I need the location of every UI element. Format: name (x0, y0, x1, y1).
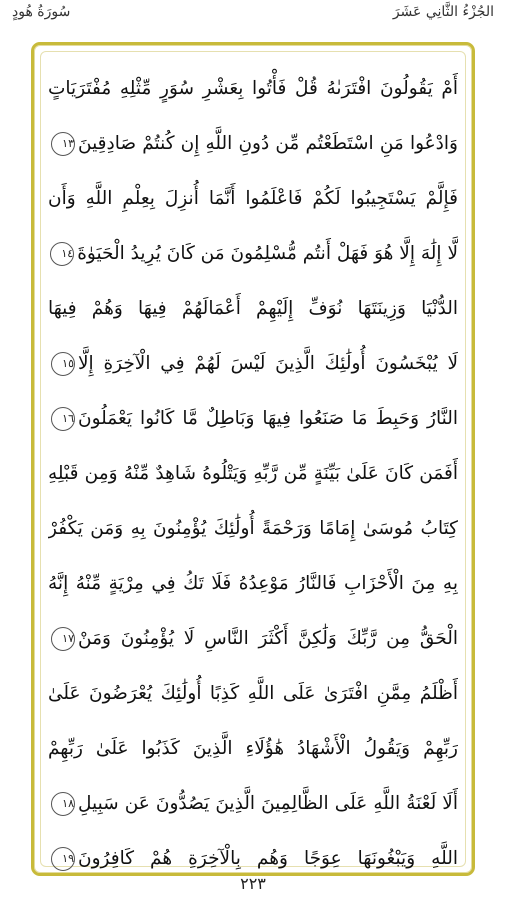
verse-text: لَا يُبْخَسُونَ أُولَٰئِكَ الَّذِينَ لَيْسَ لَهُمْ فِي الْآخِرَةِ إِلَّا (78, 353, 458, 374)
verse-text: اللَّهِ وَيَبْغُونَهَا عِوَجًا وَهُم بِالْآخِرَةِ هُمْ كَافِرُونَ (78, 848, 458, 869)
verse-text: بِهِ مِنَ الْأَحْزَابِ فَالنَّارُ مَوْعِدُهُ فَلَا تَكُ فِي مِرْيَةٍ مِّنْهُ إِنَّهُ (48, 573, 458, 594)
verse-text: رَبِّهِمْ وَيَقُولُ الْأَشْهَادُ هَٰؤُلَاءِ الَّذِينَ كَذَبُوا عَلَىٰ رَبِّهِمْ (48, 738, 458, 759)
verse-line (48, 501, 458, 556)
ayah-number-marker: ١٥ (51, 352, 75, 376)
ayah-number-marker: ١٩ (51, 847, 75, 871)
verse-line (48, 281, 458, 336)
verse-text: كِتَابُ مُوسَىٰ إِمَامًا وَرَحْمَةً أُولَٰئِكَ يُؤْمِنُونَ بِهِ وَمَن يَكْفُرْ (48, 518, 458, 539)
verse-line (48, 556, 458, 611)
verse-line (48, 336, 458, 391)
page-header (0, 0, 506, 38)
ayah-number-marker: ١٨ (51, 792, 75, 816)
verse-text: أَفَمَن كَانَ عَلَىٰ بَيِّنَةٍ مِّن رَّبِّهِ وَيَتْلُوهُ شَاهِدٌ مِّنْهُ وَمِن قَبْلِهِ (48, 463, 458, 484)
verse-text: فَإِلَّمْ يَسْتَجِيبُوا لَكُمْ فَاعْلَمُوا أَنَّمَا أُنزِلَ بِعِلْمِ اللَّهِ وَأَن (48, 188, 458, 209)
verse-line (48, 721, 458, 776)
verse-line (48, 611, 458, 666)
verse-lines (48, 61, 458, 886)
verse-text: لَّا إِلَٰهَ إِلَّا هُوَ فَهَلْ أَنتُم مُّسْلِمُونَ مَن كَانَ يُرِيدُ الْحَيَوٰةَ (77, 243, 458, 264)
ayah-number-marker: ١٤ (50, 242, 74, 266)
ayah-number-marker: ١٧ (51, 627, 75, 651)
verse-line (48, 391, 458, 446)
page-number: ٢٢٣ (240, 874, 266, 893)
surah-name: سُورَةُ هُودٍ (12, 4, 71, 20)
page-frame (31, 42, 475, 876)
juz-name: الجُزْءُ الثَّانِي عَشَرَ (392, 4, 494, 20)
verse-text: أَظْلَمُ مِمَّنِ افْتَرَىٰ عَلَى اللَّهِ كَذِبًا أُولَٰئِكَ يُعْرَضُونَ عَلَىٰ (48, 683, 458, 704)
verse-line (48, 226, 458, 281)
verse-text: الْحَقُّ مِن رَّبِّكَ وَلَٰكِنَّ أَكْثَرَ النَّاسِ لَا يُؤْمِنُونَ وَمَنْ (78, 628, 458, 649)
verse-text: الدُّنْيَا وَزِينَتَهَا نُوَفِّ إِلَيْهِمْ أَعْمَالَهُمْ فِيهَا وَهُمْ فِيهَا (48, 298, 458, 319)
verse-line (48, 666, 458, 721)
verse-line (48, 446, 458, 501)
verse-line (48, 776, 458, 831)
verse-text: أَمْ يَقُولُونَ افْتَرَىٰهُ قُلْ فَأْتُوا بِعَشْرِ سُوَرٍ مِّثْلِهِ مُفْتَرَيَاتٍ (48, 78, 458, 99)
verse-text: وَادْعُوا مَنِ اسْتَطَعْتُم مِّن دُونِ اللَّهِ إِن كُنتُمْ صَادِقِينَ (78, 133, 458, 154)
verse-line (48, 61, 458, 116)
verse-text: النَّارُ وَحَبِطَ مَا صَنَعُوا فِيهَا وَبَاطِلٌ مَّا كَانُوا يَعْمَلُونَ (78, 408, 458, 429)
verse-line (48, 116, 458, 171)
verse-line (48, 171, 458, 226)
ayah-number-marker: ١٦ (51, 407, 75, 431)
verse-text: أَلَا لَعْنَةُ اللَّهِ عَلَى الظَّالِمِينَ الَّذِينَ يَصُدُّونَ عَن سَبِيلِ (78, 793, 458, 814)
ayah-number-marker: ١٣ (51, 132, 75, 156)
